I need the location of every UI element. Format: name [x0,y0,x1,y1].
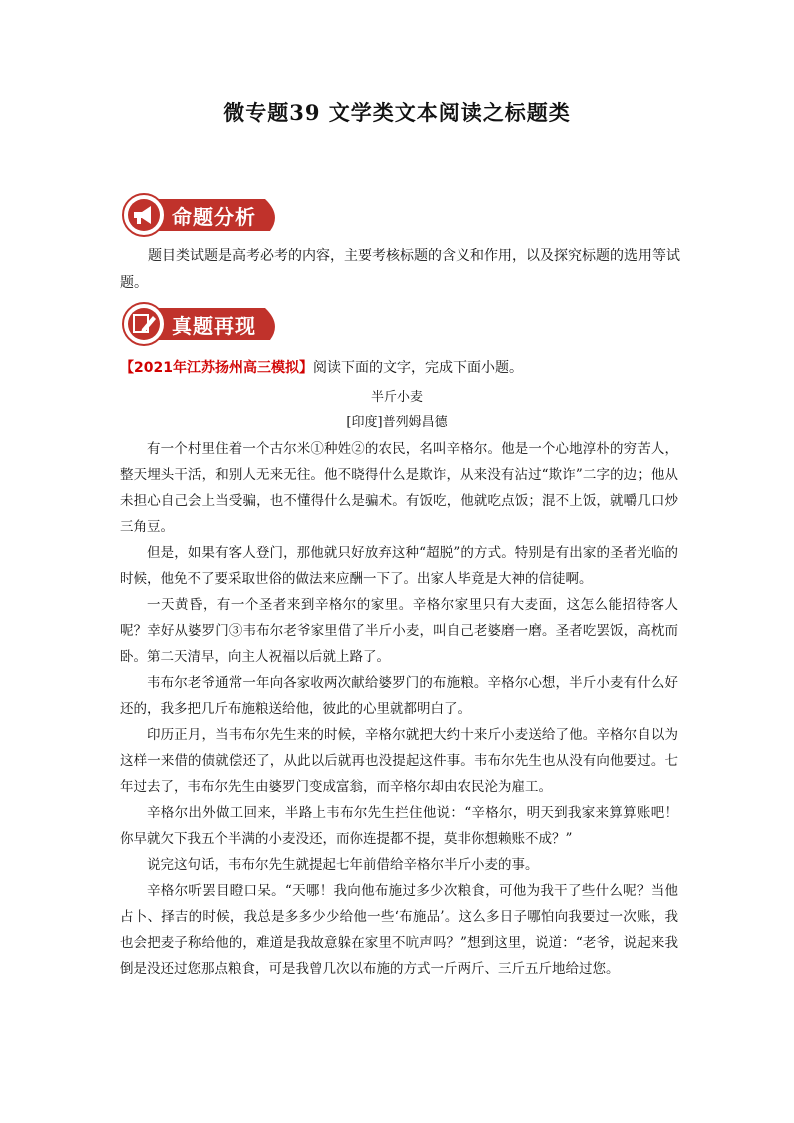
source-tag: 【2021年江苏扬州高三模拟】 [120,360,313,376]
story-title: 半斤小麦 [370,390,423,405]
story-paragraph: 韦布尔老爷通常一年向各家收两次献给婆罗门的布施粮。辛格尔心想，半斤小麦有什么好还的，我多把几斤布施粮送给他，彼此的心里就都明白了。 [120,675,678,717]
story-paragraph: 说完这句话，韦布尔先生就提起七年前借给辛格尔半斤小麦的事。 [147,857,539,873]
section-banner-analysis [120,192,282,238]
story-body [120,436,678,982]
section-label-analysis: 命题分析 [172,205,256,229]
story-paragraph: 辛格尔听罢目瞪口呆。“天哪！我向他布施过多少次粮食，可他为我干了些什么呢？当他占卜、择吉的时候，我总是多多少少给他一些‘布施品’。这么多日子哪怕向我要过一次账，我也会把麦子称给他的，难道是我故意躲在家里不吭声吗？”想到这里，说道：“老爷，说起来我倒是没还过您那点粮食，可是我曾几次以布施的方式一斤两斤、三斤五斤地给过您。 [120,883,678,977]
page-title: 微专题39 文学类文本阅读之标题类 [223,100,571,125]
story-paragraph: 辛格尔出外做工回来，半路上韦布尔先生拦住他说：“辛格尔，明天到我家来算算账吧！你早就欠下我五个半满的小麦没还，而你连提都不提，莫非你想赖账不成？” [120,805,678,847]
section-label-real: 真题再现 [172,314,256,338]
source-instruction: 阅读下面的文字，完成下面小题。 [312,360,523,376]
story-author: [印度]普列姆昌德 [346,415,448,430]
source-line [120,357,700,377]
section-banner-real [120,301,282,347]
story-paragraph: 一天黄昏，有一个圣者来到辛格尔的家里。辛格尔家里只有大麦面，这怎么能招待客人呢？幸好从婆罗门③韦布尔老爷家里借了半斤小麦，叫自己老婆磨一磨。圣者吃罢饭，高枕而卧。第二天清早，向主人祝福以后就上路了。 [120,597,678,665]
story-paragraph: 有一个村里住着一个古尔米①种姓②的农民，名叫辛格尔。他是一个心地淳朴的穷苦人，整天埋头干活，和别人无来无往。他不晓得什么是欺诈，从来没有沾过“欺诈”二字的边；他从未担心自己会上当受骗，也不懂得什么是骗术。有饭吃，他就吃点饭；混不上饭，就嚼几口炒三角豆。 [120,441,678,535]
analysis-text: 题目类试题是高考必考的内容，主要考核标题的含义和作用，以及探究标题的选用等试题。 [120,248,680,291]
story-paragraph: 印历正月，当韦布尔先生来的时候，辛格尔就把大约十来斤小麦送给了他。辛格尔自以为这样一来借的债就偿还了，从此以后就再也没提起这件事。韦布尔先生也从没有向他要过。七年过去了，韦布尔先生由婆罗门变成富翁，而辛格尔却由农民沦为雇工。 [120,727,678,795]
story-paragraph: 但是，如果有客人登门，那他就只好放弃这种“超脱”的方式。特别是有出家的圣者光临的时候，他免不了要采取世俗的做法来应酬一下了。出家人毕竟是大神的信徒啊。 [120,545,678,587]
